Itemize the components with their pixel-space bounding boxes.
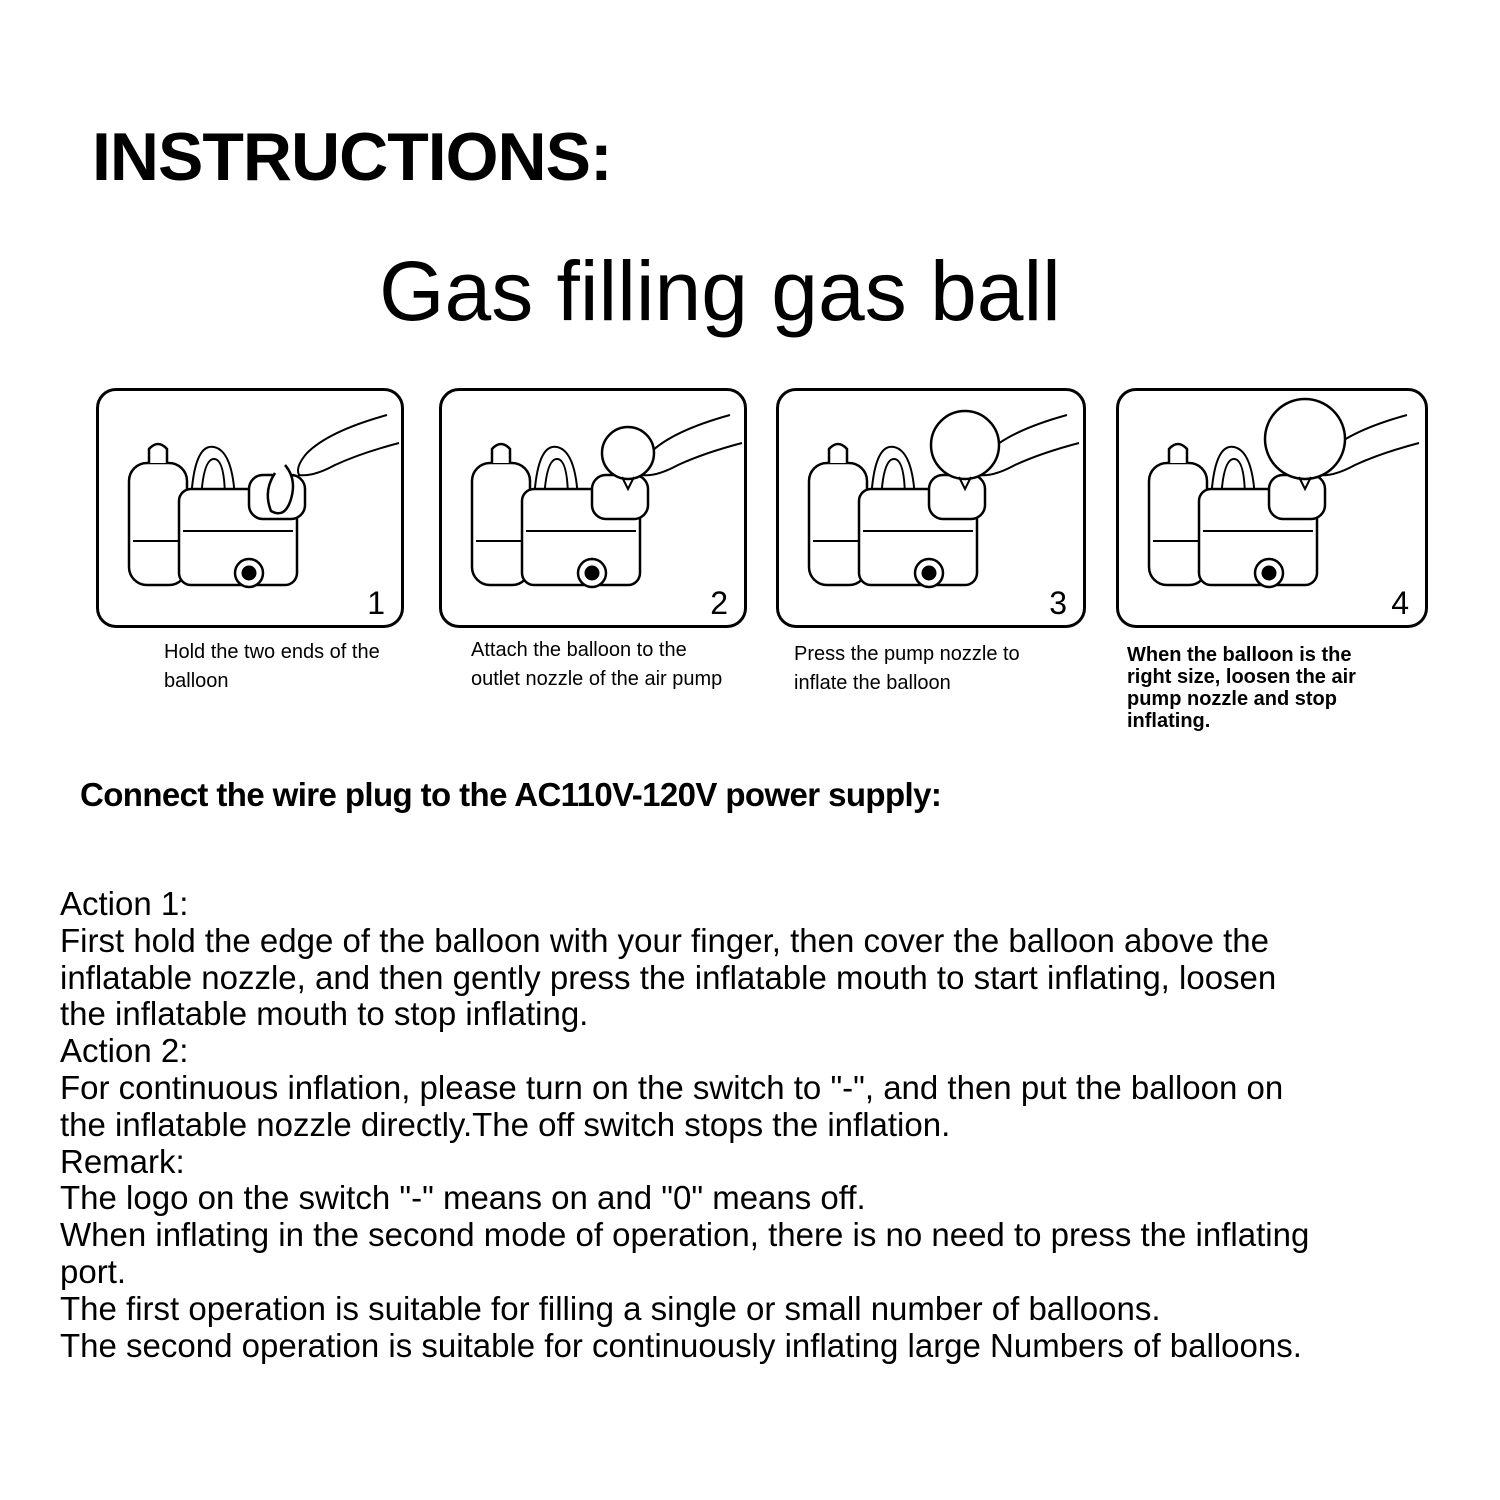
step-3-illustration [779, 391, 1083, 625]
body-line: Action 1: [60, 885, 189, 922]
body-line: For continuous inflation, please turn on the switch to "-", and then put the balloon on [60, 1068, 1284, 1106]
pump-left-nozzle [1169, 444, 1187, 463]
caption-line: inflating. [1127, 710, 1211, 732]
caption-line: balloon [164, 670, 229, 692]
pump-outlet-head [929, 475, 985, 519]
caption-line: outlet nozzle of the air pump [471, 668, 723, 690]
balloon-icon [602, 427, 654, 479]
pump-outlet-head [1269, 475, 1325, 519]
caption-line: inflate the balloon [794, 672, 951, 694]
step-2-caption [471, 636, 722, 694]
caption-line: When the balloon is the [1127, 644, 1352, 666]
caption-line: Press the pump nozzle to [794, 643, 1020, 665]
hand-icon [298, 415, 399, 475]
step-4-caption [1127, 644, 1356, 732]
pump-left-nozzle [149, 444, 167, 463]
pump-switch-center [585, 566, 599, 580]
body-line: the inflatable nozzle directly.The off switch stops the inflation. [60, 1105, 951, 1143]
balloon-icon [268, 465, 293, 513]
step-1-illustration [99, 391, 401, 625]
power-supply-heading: Connect the wire plug to the AC110V-120V power supply: [80, 776, 942, 813]
balloon-icon [1265, 399, 1345, 479]
caption-line: Attach the balloon to the [471, 639, 687, 661]
caption-line: pump nozzle and stop [1127, 688, 1337, 710]
step-4-panel [1116, 388, 1428, 628]
page-subtitle: Gas filling gas ball [379, 244, 1061, 338]
step-2-number: 2 [710, 585, 728, 621]
step-1-panel [96, 388, 404, 628]
balloon-icon [931, 411, 999, 479]
step-3-caption [794, 640, 1020, 698]
hand-icon [641, 415, 742, 475]
pump-left-nozzle [829, 444, 847, 463]
body-line: Remark: [60, 1142, 185, 1180]
pump-switch-center [1262, 566, 1276, 580]
step-4-number: 4 [1391, 585, 1409, 621]
step-2-illustration [442, 391, 744, 625]
body-line: First hold the edge of the balloon with your finger, then cover the balloon above the [60, 921, 1269, 959]
step-2-panel [439, 388, 747, 628]
body-line: the inflatable mouth to stop inflating. [60, 995, 589, 1033]
body-line: The first operation is suitable for filling a single or small number of balloons. [60, 1289, 1161, 1327]
body-line: The second operation is suitable for continuously inflating large Numbers of balloons. [60, 1326, 1302, 1364]
step-1-number: 1 [367, 585, 385, 621]
body-line: inflatable nozzle, and then gently press the inflatable mouth to start inflating, loosen [60, 958, 1277, 996]
step-4-illustration [1119, 391, 1425, 625]
pump-outlet-head [592, 475, 648, 519]
instructions-heading: INSTRUCTIONS: [92, 119, 612, 195]
caption-line: right size, loosen the air [1127, 666, 1356, 688]
pump-switch-center [922, 566, 936, 580]
body-line: port. [60, 1252, 127, 1290]
operation-instructions [60, 886, 1480, 1364]
pump-left-nozzle [492, 444, 510, 463]
pump-switch-center [242, 566, 256, 580]
body-line: When inflating in the second mode of operation, there is no need to press the inflating [60, 1216, 1310, 1254]
step-1-caption [164, 638, 380, 696]
step-3-number: 3 [1049, 585, 1067, 621]
body-line: Action 2: [60, 1032, 189, 1070]
step-3-panel [776, 388, 1086, 628]
caption-line: Hold the two ends of the [164, 641, 380, 663]
body-line: The logo on the switch "-" means on and "0" means off. [60, 1179, 866, 1217]
